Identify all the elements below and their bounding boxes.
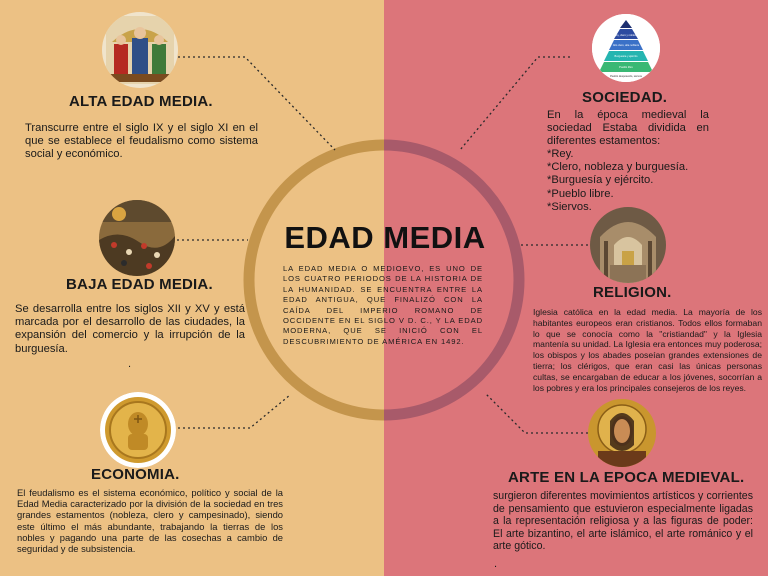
economia-image [100, 392, 176, 468]
pyramid-label-3: Burguesía y ejército [614, 55, 638, 58]
pyramid-label-2: Alto clero, alta nobleza [612, 44, 640, 47]
arte-dot: . [494, 558, 498, 570]
pyramid-label-4: Pueblo libre [619, 66, 633, 69]
economia-title: ECONOMIA. [91, 466, 180, 483]
alta-title: ALTA EDAD MEDIA. [69, 93, 213, 110]
sociedad-list [547, 148, 717, 214]
sociedad-item: *Siervos. [547, 200, 592, 213]
religion-title: RELIGION. [593, 284, 672, 301]
connector-economia [178, 395, 290, 428]
church-interior-icon [590, 207, 666, 283]
sociedad-item: *Pueblo libre. [547, 187, 614, 200]
sociedad-item: *Clero, nobleza y burguesía. [547, 161, 689, 174]
sociedad-title: SOCIEDAD. [582, 89, 668, 106]
arte-title: ARTE EN LA EPOCA MEDIEVAL. [508, 469, 745, 486]
social-pyramid-icon [592, 14, 660, 82]
baja-dot: . [128, 358, 132, 370]
sociedad-image [592, 14, 660, 82]
baja-image [99, 200, 175, 276]
pyramid-label-1: Rey, clero y nobleza [614, 34, 638, 37]
sociedad-item: *Rey. [547, 148, 574, 160]
arte-text: surgieron diferentes movimientos artísticos y corrientes de pensamiento que estuvieron especialmente ligadas a la representación religiosa y a las figuras de poder: El arte bizantino, el arte islámico, el arte románico y el arte gótico. [493, 490, 753, 553]
baja-title: BAJA EDAD MEDIA. [66, 276, 213, 293]
baja-text: Se desarrolla entre los siglos XII y XV y está marcada por el desarrollo de las ciudades, la expansión del comercio y la irrupción de la burguesía. [15, 303, 245, 355]
arte-image [588, 399, 656, 467]
battle-painting-icon [99, 200, 175, 276]
center-title: EDAD MEDIA [284, 220, 486, 255]
manuscript-illustration-icon [102, 12, 178, 88]
alta-image [102, 12, 178, 88]
religion-image [590, 207, 666, 283]
economia-text: El feudalismo es el sistema económico, político y social de la Edad Media caracterizado por la división de la sociedad en tres grandes estamentos (nobleza, clero y campesinado), siendo este último el más abundante, trabajando la tierras de los nobles y pagando una parte de las cosechas a cambio de seguridad y de subsistencia. [17, 487, 283, 555]
center-text: LA EDAD MEDIA O MEDIOEVO, ES UNO DE LOS CUATRO PERIODOS DE LA HISTORIA DE LA HUMANIDAD. SE ENCUENTRA ENTRE LA EDAD ANTIGUA, QUE FINALIZÓ CON LA CAÍDA DEL IMPERIO ROMANO DE OCCIDENTE EN EL SIGLO V D. C., Y LA EDAD MODERNA, QUE SE INICIÓ CON EL DESCUBRIMIENTO DE AMÉRICA EN 1492. [283, 264, 483, 346]
pyramid-label-5: Pueblo desposeído, siervos [610, 75, 642, 78]
gold-coin-icon [100, 392, 176, 468]
religion-text: Iglesia católica en la edad media. La mayoría de los habitantes europeos eran cristianos. Todos ellos formaban lo que se conocía como la "cristiandad" y la Iglesia mantenía su unidad. La Iglesia era entonces muy poderosa; los obispos y los abades poseían grandes extensiones de tierra; los clérigos, que eran casi las únicas personas cultas, se encargaban de educar a los jóvenes, socorrían a los pobres y era los principales consejeros de los reyes. [533, 307, 762, 393]
sociedad-item: *Burguesía y ejército. [547, 174, 654, 187]
christ-icon-icon [588, 399, 656, 467]
connector-arte [485, 393, 588, 433]
alta-text: Transcurre entre el siglo IX y el siglo XI en el que se establece el feudalismo como sistema social y económico. [25, 122, 258, 161]
sociedad-intro: En la época medieval la sociedad Estaba dividida en diferentes estamentos: [547, 109, 709, 148]
